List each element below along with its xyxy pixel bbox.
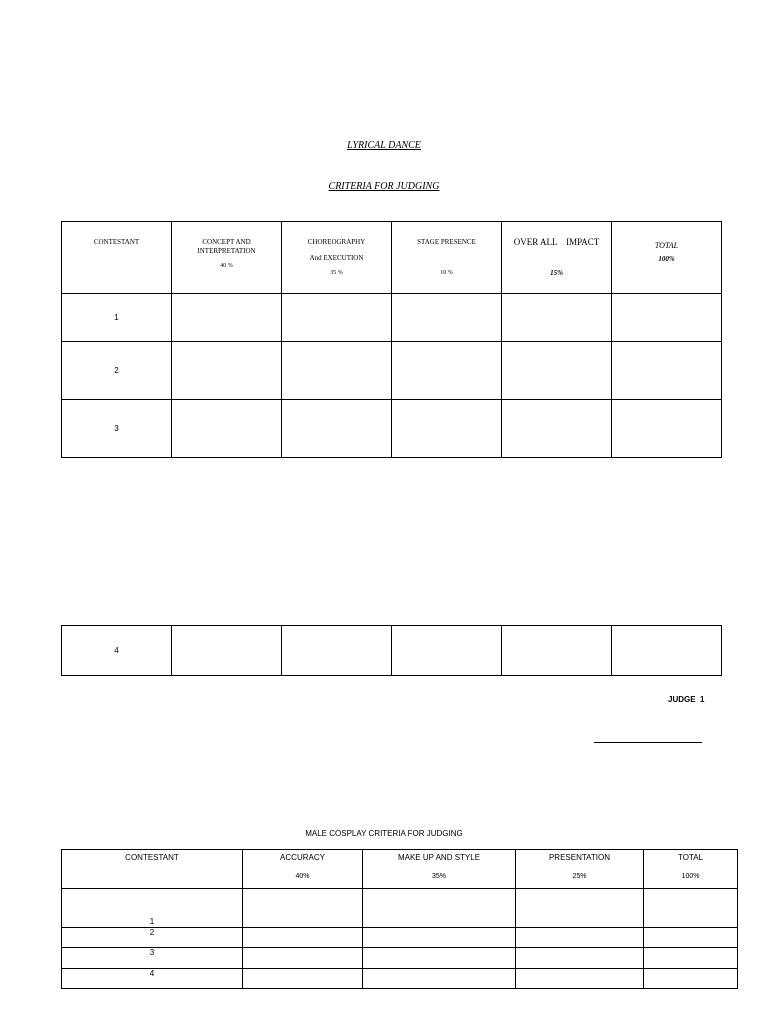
score-cell[interactable] [282, 626, 392, 676]
contestant-number: 3 [62, 400, 172, 458]
header-concept-label: CONCEPT AND INTERPRETATION [197, 238, 256, 255]
score-cell[interactable] [644, 969, 738, 989]
score-cell[interactable] [243, 969, 363, 989]
page-subtitle: CRITERIA FOR JUDGING [328, 181, 440, 192]
male-cosplay-judging-table [61, 849, 738, 989]
header-overall-impact [502, 222, 612, 294]
score-cell[interactable] [172, 342, 282, 400]
header-accuracy [243, 850, 363, 889]
header-choreography [282, 222, 392, 294]
score-cell[interactable] [282, 342, 392, 400]
contestant-number: 3 [62, 948, 243, 969]
table-row [62, 969, 738, 989]
score-cell[interactable] [363, 969, 516, 989]
score-cell[interactable] [363, 928, 516, 948]
header-total [612, 222, 722, 294]
score-cell[interactable] [243, 948, 363, 969]
header-stage-presence-pct: 10 % [440, 270, 453, 276]
score-cell[interactable] [172, 626, 282, 676]
header-makeup-style-pct: 35% [431, 873, 446, 880]
score-cell[interactable] [502, 294, 612, 342]
header-concept [172, 222, 282, 294]
score-cell[interactable] [392, 342, 502, 400]
header-choreography-label: CHOREOGRAPHY [307, 238, 366, 246]
cosplay-table-title: MALE COSPLAY CRITERIA FOR JUDGING [305, 829, 463, 838]
contestant-number: 2 [62, 928, 243, 948]
judge-label: JUDGE 1 [668, 695, 705, 704]
score-cell[interactable] [516, 928, 644, 948]
header-presentation-pct: 25% [572, 873, 587, 880]
table-header-row [62, 222, 722, 294]
header-overall-impact-label: OVER ALL IMPACT [513, 237, 600, 247]
contestant-number: 2 [62, 342, 172, 400]
header-total-label: TOTAL [654, 241, 679, 250]
score-cell[interactable] [392, 294, 502, 342]
header-overall-impact-pct: 15% [550, 269, 563, 277]
score-cell[interactable] [282, 294, 392, 342]
table-row [62, 889, 738, 928]
header-choreography-pct: 35 % [330, 270, 343, 276]
score-cell[interactable] [502, 400, 612, 458]
header-choreography-label2: And EXECUTION [309, 254, 364, 262]
page-title: LYRICAL DANCE [347, 140, 421, 151]
score-cell[interactable] [516, 948, 644, 969]
contestant-number: 4 [62, 969, 243, 989]
score-cell[interactable] [644, 889, 738, 928]
header-contestant: CONTESTANT [62, 222, 172, 294]
score-cell[interactable] [612, 400, 722, 458]
lyrical-dance-table-continued [61, 625, 722, 676]
header-makeup-style-label: MAKE UP AND STYLE [397, 853, 481, 862]
header-accuracy-label: ACCURACY [280, 853, 325, 862]
table-row [62, 928, 738, 948]
score-cell[interactable] [502, 626, 612, 676]
table-header-row [62, 850, 738, 889]
table-row [62, 400, 722, 458]
lyrical-dance-judging-table [61, 221, 722, 458]
table-row [62, 948, 738, 969]
score-cell[interactable] [612, 626, 722, 676]
score-cell[interactable] [516, 889, 644, 928]
header-contestant: CONTESTANT [62, 850, 243, 889]
header-total-pct: 100% [681, 873, 700, 880]
score-cell[interactable] [644, 928, 738, 948]
score-cell[interactable] [282, 400, 392, 458]
contestant-number: 4 [62, 626, 172, 676]
score-cell[interactable] [243, 889, 363, 928]
contestant-number: 1 [62, 889, 243, 928]
score-cell[interactable] [172, 400, 282, 458]
header-accuracy-pct: 40% [295, 873, 310, 880]
header-total-label: TOTAL [677, 853, 704, 862]
score-cell[interactable] [363, 889, 516, 928]
header-total [644, 850, 738, 889]
score-cell[interactable] [172, 294, 282, 342]
table-row [62, 294, 722, 342]
score-cell[interactable] [392, 626, 502, 676]
score-cell[interactable] [612, 342, 722, 400]
header-makeup-style [363, 850, 516, 889]
table-row [62, 342, 722, 400]
signature-line[interactable] [594, 742, 702, 743]
header-total-pct: 100% [658, 255, 675, 263]
score-cell[interactable] [502, 342, 612, 400]
header-presentation [516, 850, 644, 889]
score-cell[interactable] [644, 948, 738, 969]
header-presentation-label: PRESENTATION [548, 853, 611, 862]
header-stage-presence [392, 222, 502, 294]
score-cell[interactable] [516, 969, 644, 989]
table-row [62, 626, 722, 676]
header-stage-presence-label: STAGE PRESENCE [417, 238, 476, 246]
score-cell[interactable] [363, 948, 516, 969]
header-concept-pct: 40 % [220, 263, 233, 269]
score-cell[interactable] [612, 294, 722, 342]
score-cell[interactable] [392, 400, 502, 458]
score-cell[interactable] [243, 928, 363, 948]
contestant-number: 1 [62, 294, 172, 342]
